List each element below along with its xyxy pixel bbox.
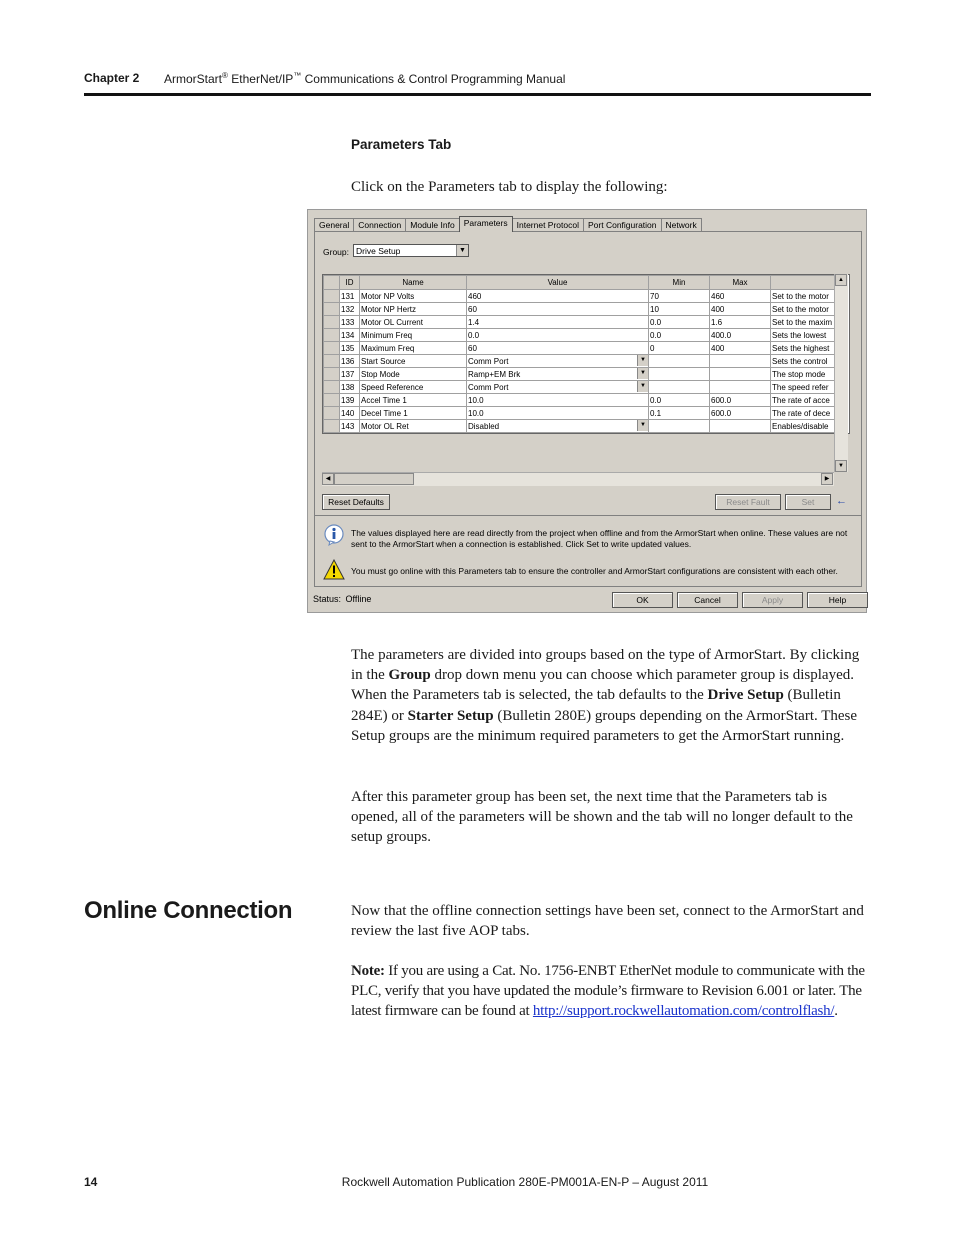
param-description-text: Set to the maxim [772, 317, 833, 327]
note-label: Note: [351, 963, 385, 979]
parameters-grid [322, 274, 850, 434]
param-id [340, 290, 360, 303]
warning-message: You must go online with this Parameters tab to ensure the controller and ArmorStart configurations are consistent with each other. [351, 566, 838, 576]
tab-parameters[interactable]: Parameters [459, 216, 513, 232]
param-min [649, 303, 710, 316]
param-value[interactable] [467, 303, 649, 316]
param-value[interactable] [467, 368, 649, 381]
param-max [710, 329, 771, 342]
param-name-text: Accel Time 1 [361, 395, 407, 405]
param-max [710, 290, 771, 303]
param-name-text: Stop Mode [361, 369, 400, 379]
tab-network[interactable]: Network [661, 218, 702, 232]
param-value[interactable] [467, 394, 649, 407]
info-panel [314, 515, 862, 587]
param-name-text: Speed Reference [361, 382, 424, 392]
param-value[interactable] [467, 290, 649, 303]
param-name-text: Maximum Freq [361, 343, 415, 353]
param-max-text: 400 [711, 343, 725, 353]
text-run: The parameters are divided into groups based on the type of ArmorStart. By clicking in the [351, 647, 860, 684]
param-id [340, 381, 360, 394]
param-name-text: Decel Time 1 [361, 408, 408, 418]
scroll-thumb[interactable] [334, 473, 414, 485]
chevron-down-icon[interactable]: ▼ [637, 381, 648, 392]
table-row[interactable] [324, 368, 837, 381]
param-description-text: Set to the motor [772, 304, 829, 314]
param-name [360, 420, 467, 433]
text-run: (Bulletin 280E) groups depending on the ArmorStart. These Setup groups are the minimum required parameters to get the ArmorStart running. [351, 707, 858, 744]
param-description [771, 290, 837, 303]
status-bar [313, 594, 371, 604]
param-max [710, 355, 771, 368]
text-run: drop down menu you can choose which parameter group is displayed. When the Parameters tab is selected, the tab defaults to the [351, 667, 854, 704]
text-run: (Bulletin 284E) or [351, 687, 841, 724]
online-connection-heading: Online Connection [84, 897, 293, 924]
param-id-text: 136 [341, 356, 355, 366]
param-description [771, 342, 837, 355]
param-max [710, 368, 771, 381]
param-description-text: Sets the control [772, 356, 828, 366]
param-min [649, 316, 710, 329]
module-properties-dialog [307, 209, 867, 613]
row-selector [324, 368, 340, 381]
chapter-label: Chapter 2 [84, 71, 140, 85]
param-id [340, 355, 360, 368]
title-part: Communications & Control Programming Manual [301, 72, 566, 86]
param-value[interactable] [467, 355, 649, 368]
param-description [771, 394, 837, 407]
param-name-text: Minimum Freq [361, 330, 413, 340]
param-name [360, 316, 467, 329]
trademark-mark: ™ [293, 71, 302, 80]
table-row[interactable] [324, 394, 837, 407]
param-id-text: 131 [341, 291, 355, 301]
param-name-text: Motor OL Current [361, 317, 423, 327]
horizontal-scrollbar[interactable] [322, 472, 834, 486]
row-selector [324, 420, 340, 433]
help-button[interactable]: Help [807, 592, 868, 608]
tab-general[interactable]: General [314, 218, 354, 232]
param-min-text: 70 [650, 291, 659, 301]
param-id-text: 134 [341, 330, 355, 340]
param-max-text: 600.0 [711, 395, 732, 405]
reset-fault-button[interactable]: Reset Fault [715, 494, 781, 510]
param-value[interactable] [467, 420, 649, 433]
column-header-description[interactable] [771, 276, 837, 290]
param-min-text: 0.0 [650, 317, 662, 327]
parameters-tab-heading: Parameters Tab [351, 137, 452, 152]
tab-strip [314, 216, 701, 232]
param-min-text: 0.0 [650, 330, 662, 340]
title-part: EtherNet/IP [227, 72, 294, 86]
param-id-text: 139 [341, 395, 355, 405]
chevron-down-icon[interactable]: ▼ [637, 420, 648, 431]
param-value-text: 10.0 [468, 395, 484, 405]
param-value[interactable] [467, 329, 649, 342]
publication-footer: Rockwell Automation Publication 280E-PM001A-EN-P – August 2011 [341, 1175, 709, 1189]
online-connection-paragraph: Now that the offline connection settings have been set, connect to the ArmorStart and review the last five AOP tabs. [351, 903, 864, 940]
page-number: 14 [84, 1175, 98, 1189]
param-id [340, 342, 360, 355]
title-part: ArmorStart [164, 72, 223, 86]
param-max [710, 342, 771, 355]
param-value-text: 10.0 [468, 408, 484, 418]
param-name [360, 368, 467, 381]
bold-term: Drive Setup [707, 687, 784, 704]
chevron-down-icon[interactable]: ▼ [637, 368, 648, 379]
param-min [649, 342, 710, 355]
param-id-text: 143 [341, 421, 355, 431]
param-name [360, 329, 467, 342]
param-description-text: Sets the highest [772, 343, 830, 353]
param-max-text: 600.0 [711, 408, 732, 418]
table-row[interactable] [324, 420, 837, 433]
text-run: . [834, 1003, 838, 1020]
param-description [771, 355, 837, 368]
arrow-left-icon: ← [836, 495, 847, 507]
note-paragraph [351, 961, 871, 1022]
param-id [340, 394, 360, 407]
param-description-text: Sets the lowest [772, 330, 827, 340]
param-max [710, 420, 771, 433]
parameters-table [323, 275, 837, 433]
table-row[interactable] [324, 329, 837, 342]
param-max-text: 400 [711, 304, 725, 314]
table-row[interactable] [324, 342, 837, 355]
table-row[interactable] [324, 303, 837, 316]
column-header-id[interactable]: ID [340, 276, 360, 290]
param-description [771, 407, 837, 420]
param-name-text: Motor NP Volts [361, 291, 415, 301]
param-value-text: 0.0 [468, 330, 480, 340]
scroll-left-icon[interactable]: ◀ [322, 473, 334, 485]
param-id [340, 368, 360, 381]
controlflash-link[interactable]: http://support.rockwellautomation.com/controlflash/ [532, 1003, 835, 1020]
ok-button[interactable]: OK [612, 592, 673, 608]
param-min-text: 0.1 [650, 408, 662, 418]
param-name-text: Motor NP Hertz [361, 304, 416, 314]
vertical-scrollbar[interactable] [834, 274, 848, 472]
row-selector [324, 342, 340, 355]
scroll-right-icon[interactable]: ▶ [821, 473, 833, 485]
row-selector [324, 381, 340, 394]
header-rule [84, 93, 871, 96]
group-select[interactable] [353, 244, 469, 257]
param-description [771, 329, 837, 342]
status-value: Offline [345, 594, 372, 604]
param-description-text: Set to the motor [772, 291, 829, 301]
param-value-text: 60 [468, 343, 477, 353]
param-max-text: 1.6 [711, 317, 723, 327]
row-selector [324, 303, 340, 316]
param-id [340, 420, 360, 433]
table-header-row [324, 276, 837, 290]
param-id-text: 140 [341, 408, 355, 418]
param-id-text: 138 [341, 382, 355, 392]
running-header [84, 68, 871, 90]
param-max [710, 316, 771, 329]
param-id-text: 133 [341, 317, 355, 327]
row-selector-header [324, 276, 340, 290]
bold-term: Starter Setup [407, 707, 494, 724]
param-name-text: Start Source [361, 356, 406, 366]
param-value-text: 1.4 [468, 317, 480, 327]
param-name [360, 290, 467, 303]
column-header-max[interactable]: Max [710, 276, 771, 290]
param-max-text: 460 [711, 291, 725, 301]
param-description-text: The rate of acce [772, 395, 830, 405]
param-max [710, 303, 771, 316]
info-icon [323, 524, 345, 546]
param-min [649, 407, 710, 420]
param-min [649, 394, 710, 407]
param-min-text: 10 [650, 304, 659, 314]
param-min [649, 368, 710, 381]
row-selector [324, 290, 340, 303]
param-min [649, 355, 710, 368]
group-set-paragraph: After this parameter group has been set, the next time that the Parameters tab is opened, all of the parameters will be shown and the tab will no longer default to the setup groups. [351, 789, 853, 846]
param-description-text: The stop mode [772, 369, 826, 379]
row-selector [324, 394, 340, 407]
param-description [771, 381, 837, 394]
param-value-text: 460 [468, 291, 482, 301]
param-name [360, 303, 467, 316]
group-label: Group: [323, 247, 349, 257]
row-selector [324, 355, 340, 368]
param-min-text: 0.0 [650, 395, 662, 405]
status-label: Status: [313, 594, 342, 604]
param-name [360, 342, 467, 355]
param-min [649, 381, 710, 394]
param-max-text: 400.0 [711, 330, 732, 340]
tab-connection[interactable]: Connection [353, 218, 406, 232]
apply-button[interactable]: Apply [742, 592, 803, 608]
param-name [360, 407, 467, 420]
group-select-value: Drive Setup [356, 246, 401, 256]
param-description [771, 420, 837, 433]
param-description-text: The rate of dece [772, 408, 831, 418]
table-row[interactable] [324, 381, 837, 394]
param-value-text: Disabled [468, 421, 500, 431]
param-description-text: Enables/disable [772, 421, 829, 431]
param-description-text: The speed refer [772, 382, 829, 392]
param-id-text: 132 [341, 304, 355, 314]
manual-title [164, 71, 565, 86]
row-selector [324, 316, 340, 329]
registered-mark: ® [222, 71, 228, 80]
row-selector [324, 329, 340, 342]
param-max [710, 407, 771, 420]
param-value[interactable] [467, 342, 649, 355]
param-id [340, 407, 360, 420]
warning-icon [323, 559, 345, 581]
param-name-text: Motor OL Ret [361, 421, 409, 431]
table-row[interactable] [324, 290, 837, 303]
param-name [360, 394, 467, 407]
bold-term: Group [388, 667, 431, 684]
param-value-text: 60 [468, 304, 477, 314]
chevron-down-icon[interactable]: ▼ [637, 355, 648, 366]
param-id [340, 329, 360, 342]
param-min-text: 0 [650, 343, 655, 353]
info-message: The values displayed here are read directly from the project when offline and from the ArmorStart when online. These values are not sent to the ArmorStart when a connection is established. Click Set to write updated values. [351, 528, 848, 549]
groups-paragraph [351, 645, 871, 746]
param-description [771, 316, 837, 329]
param-value-text: Comm Port [468, 356, 509, 366]
column-header-value[interactable]: Value [467, 276, 649, 290]
param-min [649, 420, 710, 433]
param-min [649, 329, 710, 342]
tab-module-info[interactable]: Module Info [405, 218, 459, 232]
tab-internet-protocol[interactable]: Internet Protocol [512, 218, 584, 232]
param-value-text: Ramp+EM Brk [468, 369, 521, 379]
param-value[interactable] [467, 381, 649, 394]
param-value[interactable] [467, 407, 649, 420]
column-header-min[interactable]: Min [649, 276, 710, 290]
scroll-up-icon[interactable]: ▲ [835, 274, 847, 286]
reset-defaults-button[interactable]: Reset Defaults [322, 494, 390, 510]
param-id-text: 137 [341, 369, 355, 379]
param-description [771, 368, 837, 381]
param-value[interactable] [467, 316, 649, 329]
table-row[interactable] [324, 316, 837, 329]
parameters-intro: Click on the Parameters tab to display the following: [351, 179, 668, 195]
row-selector [324, 407, 340, 420]
column-header-name[interactable]: Name [360, 276, 467, 290]
parameters-panel [314, 231, 862, 516]
param-description [771, 303, 837, 316]
param-name [360, 355, 467, 368]
param-id [340, 303, 360, 316]
chevron-down-icon[interactable]: ▼ [456, 245, 468, 256]
param-id [340, 316, 360, 329]
tab-port-configuration[interactable]: Port Configuration [583, 218, 662, 232]
param-name [360, 381, 467, 394]
cancel-button[interactable]: Cancel [677, 592, 738, 608]
param-max [710, 381, 771, 394]
param-value-text: Comm Port [468, 382, 509, 392]
text-run: If you are using a Cat. No. 1756-ENBT EtherNet module to communicate with the PLC, verify that you have updated the module’s firmware to Revision 6.001 or later. The latest firmware can be found at [351, 963, 865, 1020]
param-min [649, 290, 710, 303]
param-id-text: 135 [341, 343, 355, 353]
scroll-down-icon[interactable]: ▼ [835, 460, 847, 472]
param-max [710, 394, 771, 407]
set-button[interactable]: Set [785, 494, 831, 510]
table-row[interactable] [324, 407, 837, 420]
table-row[interactable] [324, 355, 837, 368]
